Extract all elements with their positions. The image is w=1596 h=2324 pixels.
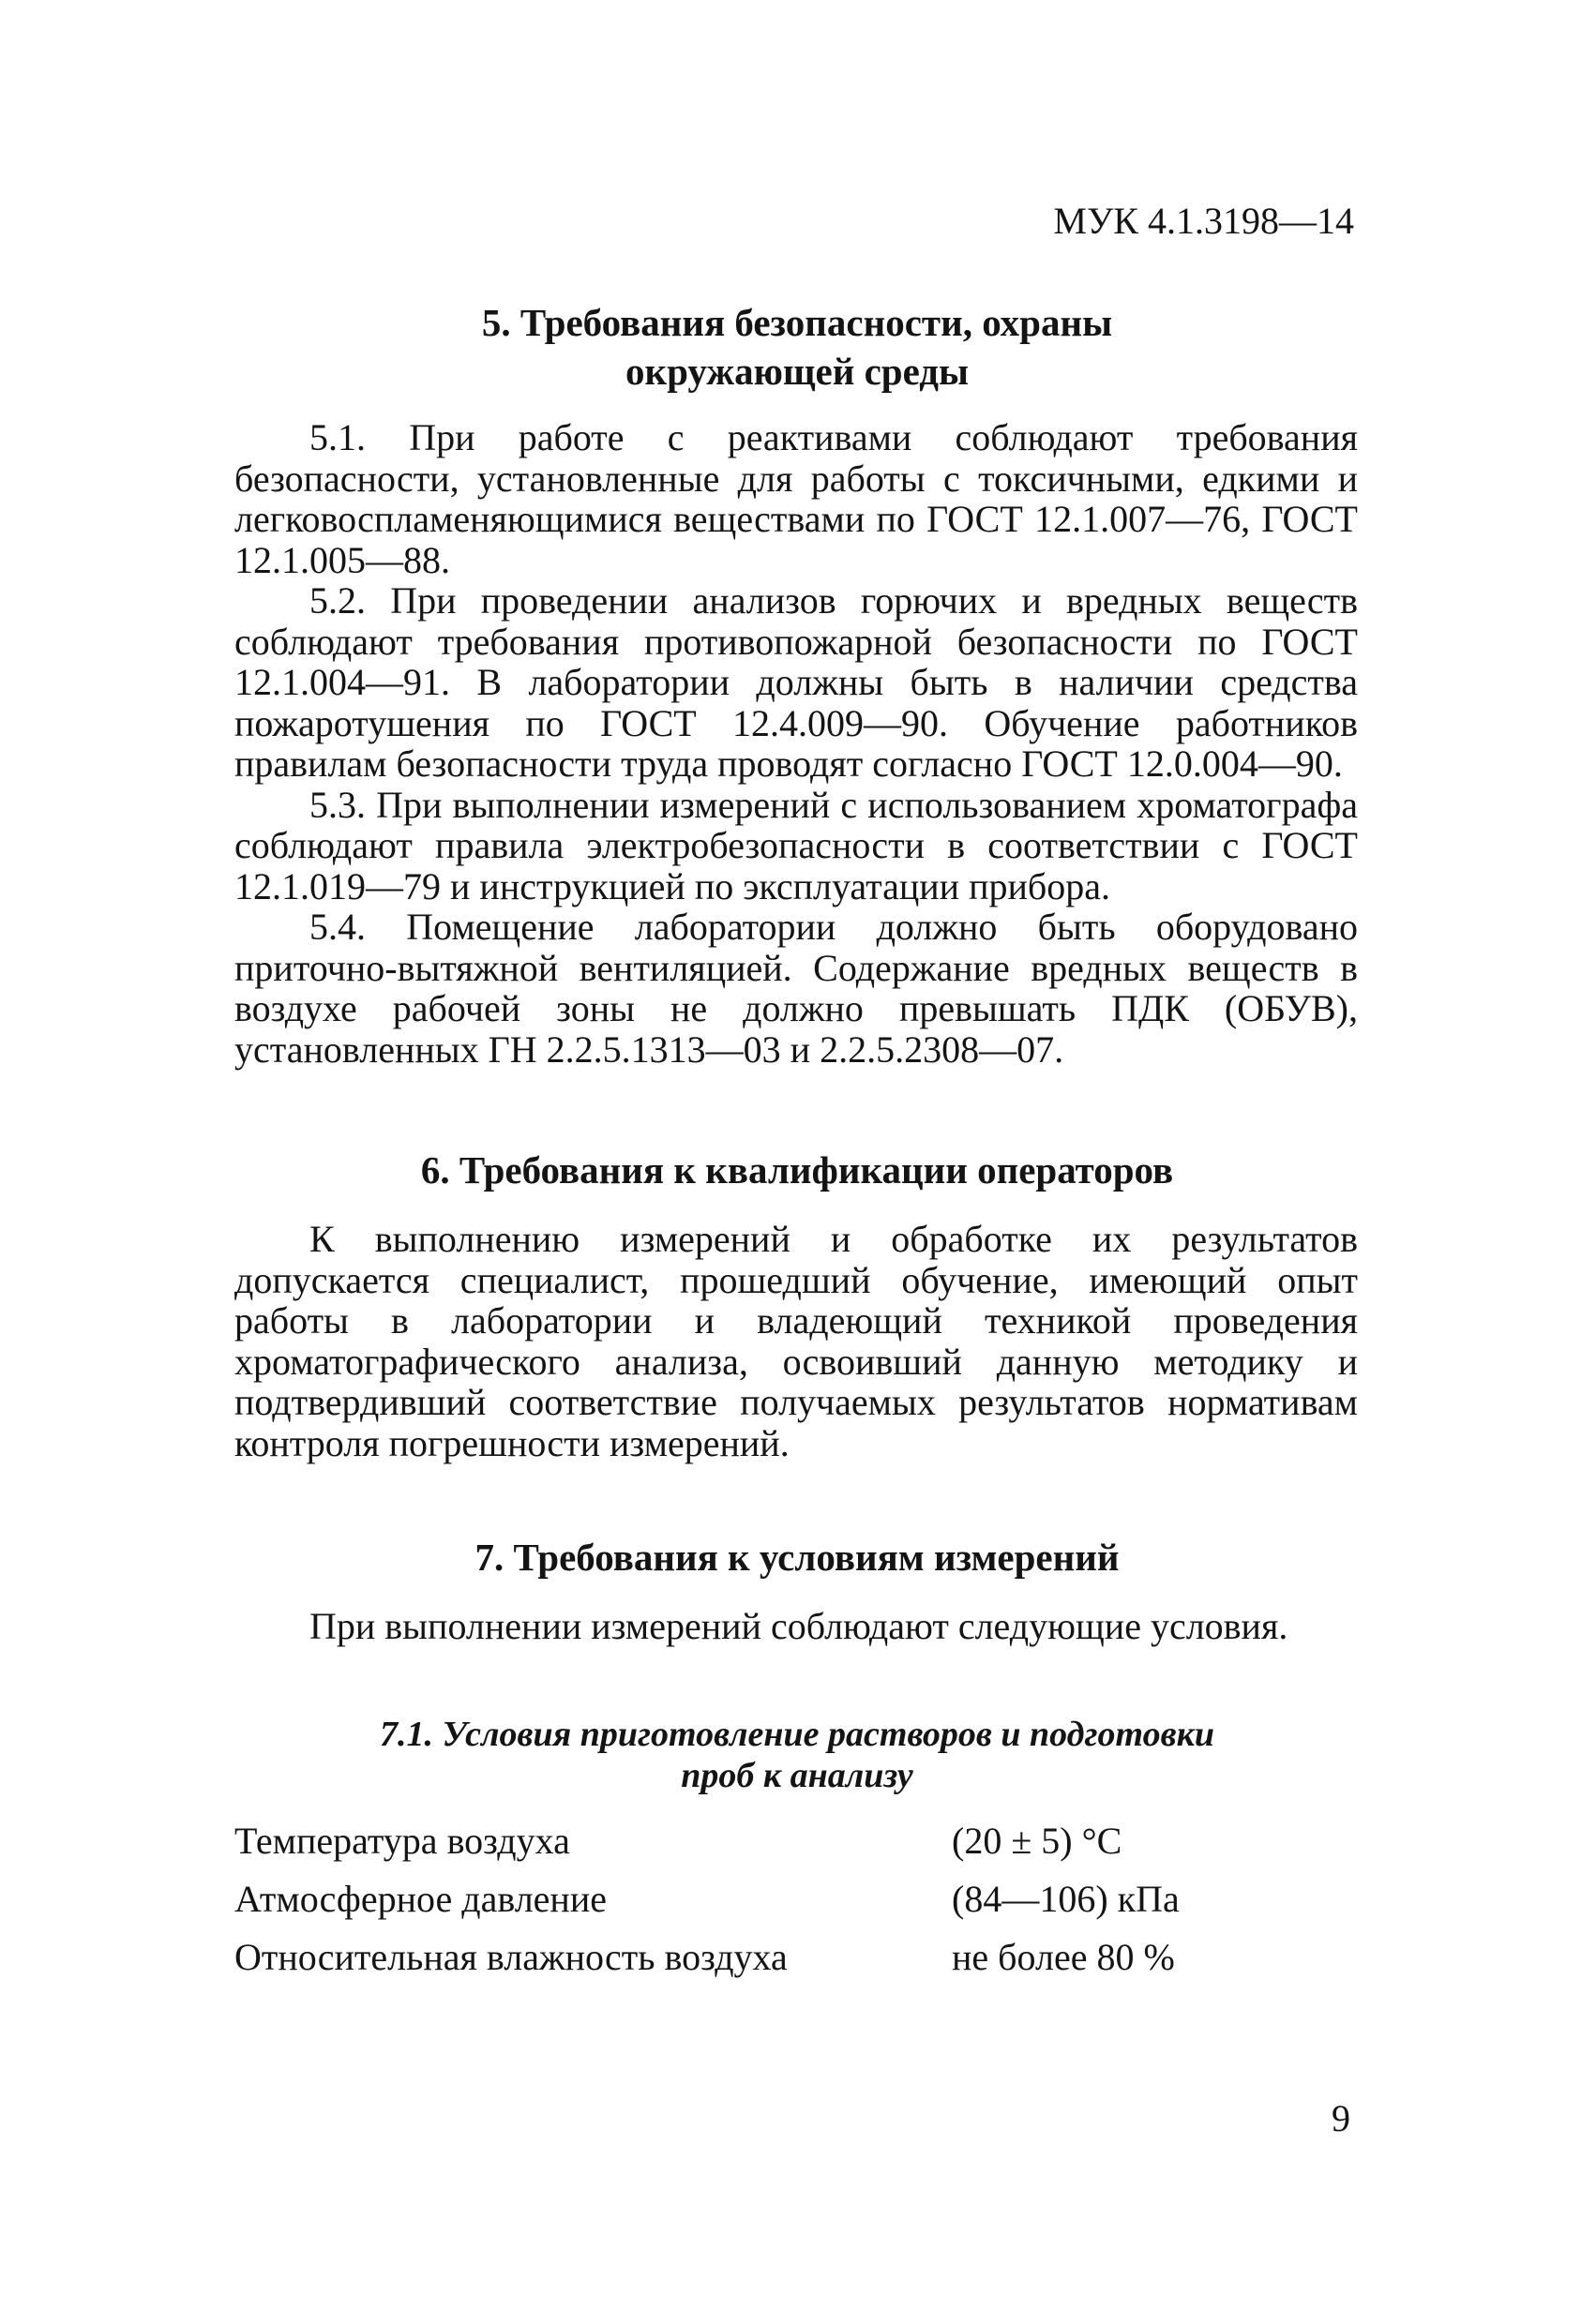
condition-row-pressure [234,1869,1360,1927]
subsection-7-1-title-line-1: 7.1. Условия приготовление растворов и подготовки [380,1715,1214,1754]
condition-row-temperature [234,1811,1360,1869]
section-5-title-line-2: окружающей среды [625,350,969,393]
conditions-table [234,1811,1360,1986]
condition-row-humidity [234,1927,1360,1986]
paragraph-5-3: 5.3. При выполнении измерений с использованием хроматографа соблюдают правила электробезопасности в соответствии с ГОСТ 12.1.019—79 и инструкцией по эксплуатации прибора. [234,783,1358,907]
section-7-title: 7. Требования к условиям измерений [474,1536,1120,1579]
section-7-body [234,1606,1358,1647]
condition-name: Температура воздуха [234,1819,570,1862]
section-5-title-line-1: 5. Требования безопасности, охраны [481,301,1113,344]
page-number: 9 [1332,2097,1350,2139]
document-code: МУК 4.1.3198—14 [1053,200,1354,242]
condition-name: Относительная влажность воздуха [234,1935,788,1978]
section-6-body [234,1219,1358,1463]
paragraph-5-2: 5.2. При проведении анализов горючих и вредных веществ соблюдают требования противопожарной безопасности по ГОСТ 12.1.004—91. В лаборатории должны быть в наличии средства пожаротушения по ГОСТ 12.4.009—90. Обучение работников правилам безопасности труда проводят согласно ГОСТ 12.0.004—90. [234,579,1358,785]
condition-value: не более 80 % [952,1935,1175,1978]
subsection-7-1-title-line-2: проб к анализу [681,1756,913,1795]
paragraph-6: К выполнению измерений и обработке их результатов допускается специалист, прошедший обучение, имеющий опыт работы в лаборатории и владеющий техникой проведения хроматографического анализа, освоивший данную методику и подтвердивший соответствие получаемых результатов нормативам контроля погрешности измерений. [234,1218,1358,1464]
condition-name: Атмосферное давление [234,1877,607,1920]
paragraph-7: При выполнении измерений соблюдают следующие условия. [309,1605,1288,1647]
section-6-title: 6. Требования к квалификации операторов [420,1148,1174,1192]
paragraph-5-4: 5.4. Помещение лаборатории должно быть оборудовано приточно-вытяжной вентиляцией. Содержание вредных веществ в воздухе рабочей зоны не должно превышать ПДК (ОБУВ), установленных ГН 2.2.5.1313—03 и 2.2.5.2308—07. [234,906,1358,1071]
condition-value: (20 ± 5) °С [952,1819,1122,1862]
section-5-title [234,298,1360,396]
subsection-7-1-title [234,1714,1360,1796]
section-5-body [234,417,1358,1070]
condition-value: (84—106) кПа [952,1877,1180,1920]
paragraph-5-1: 5.1. При работе с реактивами соблюдают требования безопасности, установленные для работы с токсичными, едкими и легковоспламеняющимися веществами по ГОСТ 12.1.007—76, ГОСТ 12.1.005—88. [234,416,1358,581]
